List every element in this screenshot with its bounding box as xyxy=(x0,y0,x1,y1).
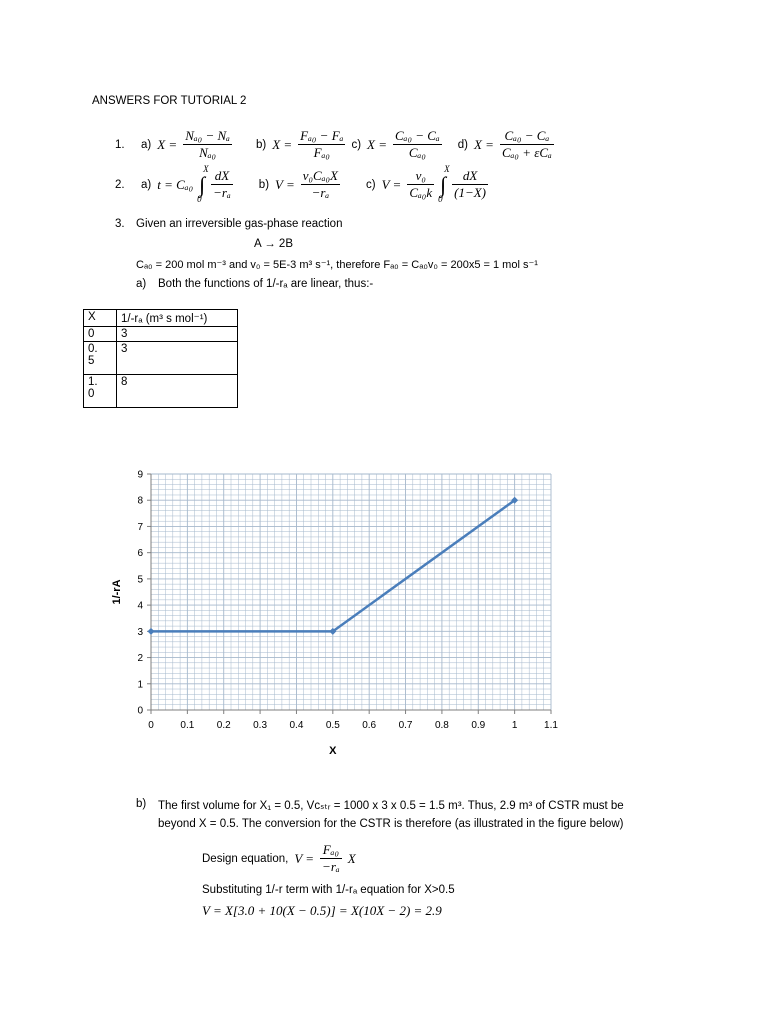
part-b-line-2: beyond X = 0.5. The conversion for the CSTR is therefore (as illustrated in the figure below) xyxy=(158,818,624,830)
q2-part-c-fraction-2 xyxy=(452,168,488,201)
q1-part-a-fraction xyxy=(183,128,232,161)
integral-sign: ∫ X 0 xyxy=(438,163,450,204)
q1-part-b-fraction xyxy=(298,128,345,161)
x-tick-label: 0.8 xyxy=(434,720,449,731)
x-tick-label: 0.6 xyxy=(362,720,377,731)
x-tick-label: 0.7 xyxy=(398,720,413,731)
denominator: Nₐ₀ xyxy=(199,145,217,160)
y-tick-label: 2 xyxy=(137,653,143,665)
table-row xyxy=(84,342,238,375)
y-tick-label: 8 xyxy=(137,495,143,507)
x-tick-label: 1.1 xyxy=(544,720,558,731)
substitution-text: Substituting 1/-r term with 1/-rₐ equation for X>0.5 xyxy=(202,884,455,896)
y-tick-label: 7 xyxy=(137,521,143,533)
data-point xyxy=(148,628,155,635)
table-cell: 0 xyxy=(84,327,117,342)
q2-part-a-lhs: t = Cₐ₀ xyxy=(157,176,194,192)
numerator: dX xyxy=(452,168,488,185)
q2-part-a-fraction xyxy=(211,168,233,201)
q2-part-c-lhs: V = xyxy=(381,176,402,192)
numerator: Cₐ₀ − Cₐ xyxy=(500,128,554,145)
table-cell: 1. 0 xyxy=(84,375,117,408)
numerator: dX xyxy=(211,168,233,185)
numerator: v₀ xyxy=(407,168,434,185)
part-a-text: Both the functions of 1/-rₐ are linear, thus:- xyxy=(158,278,374,290)
question-3-intro: Given an irreversible gas-phase reaction xyxy=(136,218,343,230)
x-tick-label: 1 xyxy=(511,720,518,731)
numerator: Fₐ₀ xyxy=(320,842,342,859)
table-header-row xyxy=(84,310,238,327)
denominator: −rₐ xyxy=(213,185,231,200)
numerator: Cₐ₀ − Cₐ xyxy=(395,128,440,143)
part-b-label: b) xyxy=(136,798,147,810)
q2-part-c-fraction-1 xyxy=(407,168,434,201)
integral-upper-limit: X xyxy=(444,163,450,174)
y-tick-label: 6 xyxy=(137,548,143,560)
reaction-equation: A → 2B xyxy=(254,238,293,250)
design-equation-fraction xyxy=(320,842,342,875)
x-tick-label: 0.2 xyxy=(216,720,231,731)
data-table xyxy=(83,309,238,408)
integral-sign: ∫ X 0 xyxy=(197,163,209,204)
y-tick-label: 1 xyxy=(137,679,143,691)
q1-part-d-label: d) xyxy=(457,138,468,151)
q1-part-c-lhs: X = xyxy=(367,136,387,152)
table-cell: 8 xyxy=(117,375,238,408)
denominator: (1−X) xyxy=(454,185,486,200)
design-equation-label: Design equation, xyxy=(202,852,289,865)
q2-part-b-fraction xyxy=(301,168,340,201)
y-tick-label: 0 xyxy=(137,705,143,717)
y-tick-label: 3 xyxy=(137,626,143,638)
y-tick-label: 4 xyxy=(137,600,143,612)
q1-part-c-label: c) xyxy=(351,138,362,151)
q1-part-d-fraction xyxy=(500,128,554,161)
x-tick-label: 0.1 xyxy=(180,720,195,731)
numerator: Nₐ₀ − Nₐ xyxy=(185,128,230,143)
part-a-label: a) xyxy=(136,278,147,290)
q1-part-a-lhs: X = xyxy=(157,136,178,152)
q2-part-c-label: c) xyxy=(366,178,376,191)
integral-lower-limit: 0 xyxy=(438,193,443,204)
denominator: Cₐ₀ xyxy=(408,145,426,160)
table-header-cell: 1/-rₐ (m³ s mol⁻¹) xyxy=(117,310,238,327)
question-1 xyxy=(115,128,554,161)
line-chart xyxy=(100,462,580,762)
q1-part-b-label: b) xyxy=(255,138,267,151)
denominator: −rₐ xyxy=(322,859,340,874)
y-tick-label: 9 xyxy=(137,469,143,481)
y-tick-label: 5 xyxy=(137,574,143,586)
final-equation: V = X[3.0 + 10(X − 0.5)] = X(10X − 2) = 2.9 xyxy=(202,903,442,918)
numerator: Fₐ₀ − Fₐ xyxy=(300,128,344,143)
q2-part-b-lhs: V = xyxy=(275,176,295,192)
table-row xyxy=(84,327,238,342)
q2-part-b-label: b) xyxy=(258,178,270,191)
table-cell: 3 xyxy=(117,327,238,342)
design-equation-lhs: V = xyxy=(294,850,315,866)
table-row xyxy=(84,375,238,408)
y-axis-label: 1/-rA xyxy=(111,579,123,605)
table-header-cell: X xyxy=(84,310,117,327)
feed-conditions: Cₐ₀ = 200 mol m⁻³ and v₀ = 5E-3 m³ s⁻¹, therefore Fₐ₀ = Cₐ₀v₀ = 200x5 = 1 mol s⁻¹ xyxy=(136,259,538,271)
q1-part-d-lhs: X = xyxy=(473,136,494,152)
x-tick-label: 0.5 xyxy=(325,720,340,731)
denominator: Fₐ₀ xyxy=(313,145,330,160)
q1-part-c-fraction xyxy=(393,128,442,161)
q1-part-a-label: a) xyxy=(141,138,152,151)
x-tick-label: 0 xyxy=(148,720,154,731)
x-axis-label: X xyxy=(329,745,337,757)
x-tick-label: 0.3 xyxy=(253,720,268,731)
denominator: Cₐ₀ + εCₐ xyxy=(501,145,552,160)
integral-lower-limit: 0 xyxy=(197,193,202,204)
numerator: v₀Cₐ₀X xyxy=(302,168,338,183)
question-number: 1. xyxy=(115,138,125,151)
denominator: −rₐ xyxy=(311,185,330,200)
part-b-line-1: The first volume for X₁ = 0.5, Vᴄₛₜᵣ = 1000 x 3 x 0.5 = 1.5 m³. Thus, 2.9 m³ of CSTR must be xyxy=(158,800,624,812)
x-tick-label: 0.9 xyxy=(471,720,486,731)
q2-part-a-label: a) xyxy=(141,178,152,191)
design-equation-tail: X xyxy=(347,850,356,866)
question-2 xyxy=(115,163,488,204)
table-cell: 3 xyxy=(117,342,238,375)
x-tick-label: 0.4 xyxy=(289,720,304,731)
table-cell: 0. 5 xyxy=(84,342,117,375)
denominator: Cₐ₀k xyxy=(409,185,433,200)
question-number: 2. xyxy=(115,178,125,191)
page-title: ANSWERS FOR TUTORIAL 2 xyxy=(92,95,247,107)
q1-part-b-lhs: X = xyxy=(272,136,293,152)
integral-upper-limit: X xyxy=(203,163,209,174)
question-3-number: 3. xyxy=(115,218,125,230)
design-equation xyxy=(202,842,356,875)
